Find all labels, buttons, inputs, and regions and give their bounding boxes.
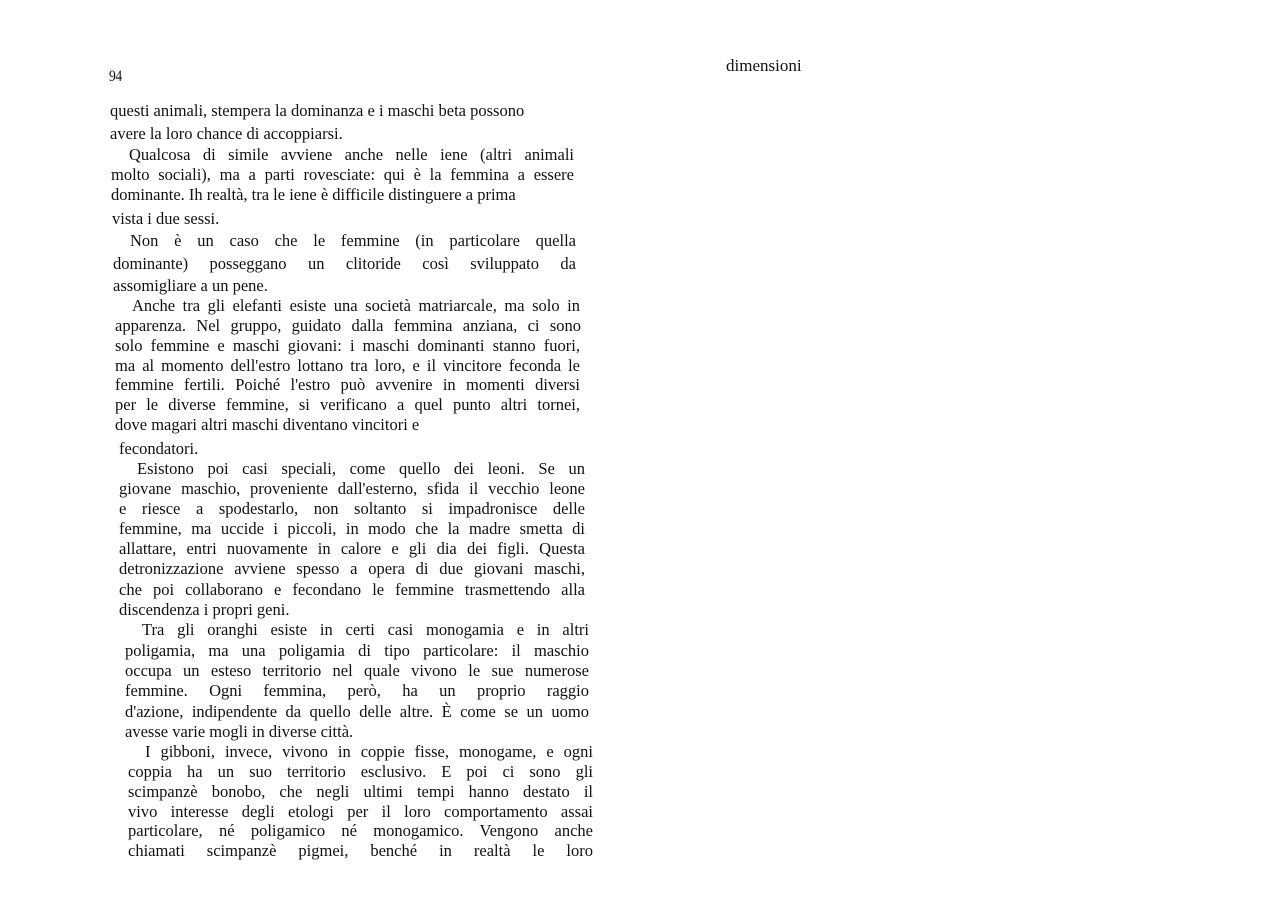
text-line: dominante. Ih realtà, tra le iene è difficile distinguere a prima <box>111 185 516 204</box>
text-line: dove magari altri maschi diventano vincitori e <box>115 415 420 434</box>
text-line: femmine fertili. Poiché l'estro può avvenire in momenti diversi <box>115 375 580 394</box>
text-line: scimpanzè bonobo, che negli ultimi tempi hanno destato il <box>128 782 593 801</box>
text-line: solo femmine e maschi giovani: i maschi dominanti stanno fuori, <box>115 336 580 355</box>
page-number: 94 <box>109 68 122 85</box>
text-line: giovane maschio, proveniente dall'esterno, sfida il vecchio leone <box>119 479 585 498</box>
text-line: allattare, entri nuovamente in calore e gli dia dei figli. Questa <box>119 539 585 558</box>
text-line: particolare, né poligamico né monogamico. Vengono anche <box>128 821 593 840</box>
text-line: apparenza. Nel gruppo, guidato dalla femmina anziana, ci sono <box>115 316 581 335</box>
text-line: questi animali, stempera la dominanza e i maschi beta possono <box>110 101 525 120</box>
text-line: avesse varie mogli in diverse città. <box>125 722 354 741</box>
text-line: avere la loro chance di accoppiarsi. <box>110 124 343 143</box>
text-line: femmine, ma uccide i piccoli, in modo che la madre smetta di <box>119 519 585 538</box>
text-line: femmine. Ogni femmina, però, ha un proprio raggio <box>125 681 589 700</box>
text-line: fecondatori. <box>119 439 199 458</box>
text-line: per le diverse femmine, si verificano a quel punto altri tornei, <box>115 395 580 414</box>
text-line: d'azione, indipendente da quello delle altre. È come se un uomo <box>125 702 589 721</box>
text-line: I gibboni, invece, vivono in coppie fisse, monogame, e ogni <box>145 742 593 761</box>
text-line: detronizzazione avviene spesso a opera di due giovani maschi, <box>119 559 585 578</box>
text-line: assomigliare a un pene. <box>113 276 268 295</box>
text-line: discendenza i propri geni. <box>119 600 290 619</box>
text-line: vivo interesse degli etologi per il loro comportamento assai <box>128 802 593 821</box>
text-line: occupa un esteso territorio nel quale vivono le sue numerose <box>125 661 589 680</box>
text-line: Qualcosa di simile avviene anche nelle iene (altri animali <box>129 145 574 164</box>
text-line: e riesce a spodestarlo, non soltanto si impadronisce delle <box>119 499 585 518</box>
text-line: Non è un caso che le femmine (in particolare quella <box>130 231 576 250</box>
text-line: coppia ha un suo territorio esclusivo. E poi ci sono gli <box>128 762 593 781</box>
text-line: dominante) posseggano un clitoride così sviluppato da <box>113 254 576 273</box>
text-line: Esistono poi casi speciali, come quello dei leoni. Se un <box>137 459 585 478</box>
running-header: dimensioni <box>726 56 802 75</box>
text-line: Tra gli oranghi esiste in certi casi monogamia e in altri <box>142 620 589 639</box>
text-line: Anche tra gli elefanti esiste una società matriarcale, ma solo in <box>132 296 580 315</box>
text-line: molto sociali), ma a parti rovesciate: qui è la femmina a essere <box>111 165 574 184</box>
text-line: poligamia, ma una poligamia di tipo particolare: il maschio <box>125 641 589 660</box>
text-line: vista i due sessi. <box>112 209 220 228</box>
text-line: chiamati scimpanzè pigmei, benché in realtà le loro <box>128 841 593 860</box>
text-line: che poi collaborano e fecondano le femmine trasmettendo alla <box>119 580 585 599</box>
text-line: ma al momento dell'estro lottano tra loro, e il vincitore feconda le <box>115 356 580 375</box>
